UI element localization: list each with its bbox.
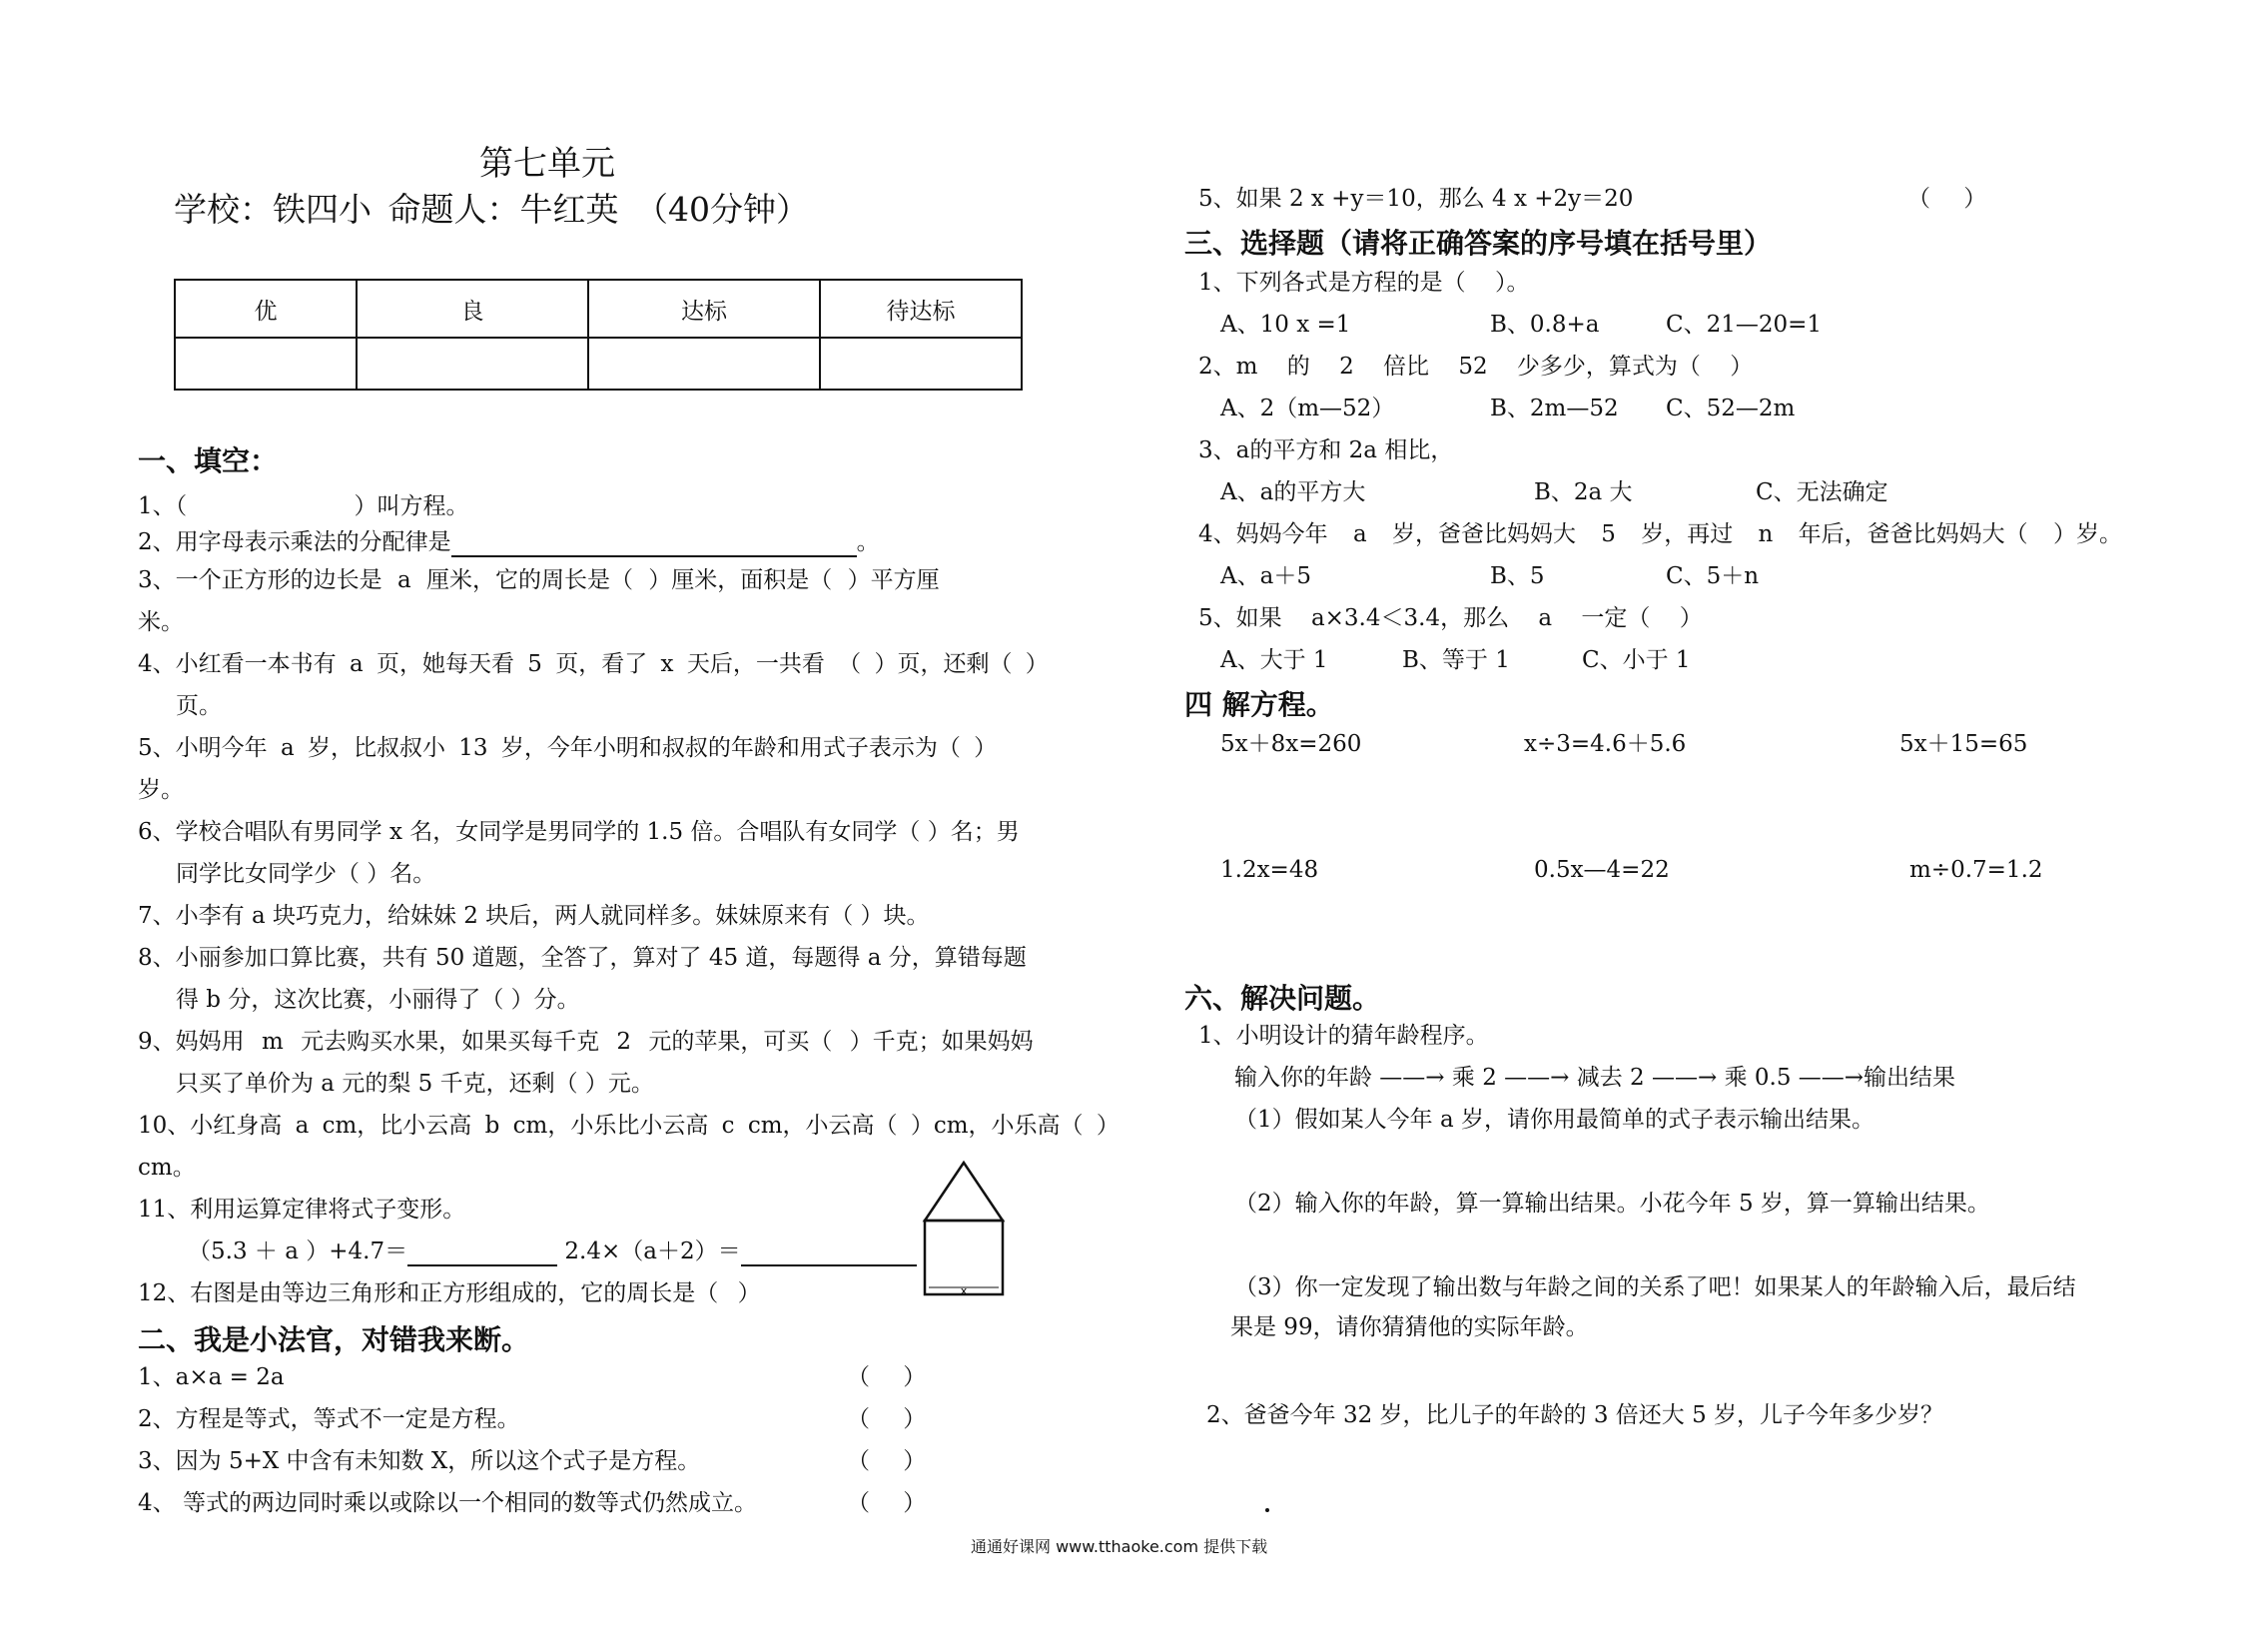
section1-title: 一、填空：	[138, 444, 279, 477]
equation-3: 5x＋15=65	[1899, 731, 2028, 757]
choice-question-4: 4、妈妈今年 a 岁，爸爸比妈妈大 5 岁，再过 n 年后，爸爸比妈妈大（ ）岁。	[1198, 521, 2122, 547]
fill-item-11-expressions	[188, 1237, 917, 1266]
fill-item-10-cont: cm。	[138, 1155, 196, 1181]
answer-blank[interactable]	[741, 1240, 917, 1266]
expression-1: （5.3 ＋ a ）+4.7＝	[188, 1239, 408, 1264]
stray-dot	[1265, 1508, 1269, 1512]
fill-item-9-cont: 只买了单价为 a 元的梨 5 千克，还剩（ ）元。	[176, 1071, 654, 1097]
answer-blank[interactable]	[451, 531, 857, 557]
square-shape	[925, 1221, 1003, 1294]
grade-cell[interactable]	[175, 338, 357, 390]
fill-item-2-end: 。	[856, 529, 880, 555]
choice-question-3: 3、a的平方和 2a 相比，	[1198, 437, 1454, 463]
fill-item-2-text: 2、用字母表示乘法的分配律是	[138, 529, 451, 555]
fill-item-9: 9、妈妈用 m 元去购买水果，如果买每千克 2 元的苹果，可买（ ）千克；如果妈妈	[138, 1029, 1034, 1055]
expression-2: 2.4×（a＋2）＝	[564, 1239, 741, 1264]
grade-cell[interactable]	[357, 338, 588, 390]
choice-5-option-c[interactable]: C、小于 1	[1582, 647, 1691, 673]
age-program-flow: 输入你的年龄 ——→ 乘 2 ——→ 减去 2 ——→ 乘 0.5 ——→输出结果	[1234, 1065, 1956, 1091]
equation-1: 5x＋8x=260	[1220, 731, 1362, 757]
section2-title: 二、我是小法官，对错我来断。	[138, 1323, 530, 1356]
choice-1-option-a[interactable]: A、10 x =1	[1220, 312, 1351, 338]
judge-item-5: 5、如果 2 x +y＝10，那么 4 x +2y＝20	[1198, 186, 1634, 212]
fill-item-3: 3、一个正方形的边长是 a 厘米，它的周长是（ ）厘米，面积是（ ）平方厘	[138, 567, 940, 593]
choice-3-option-b[interactable]: B、2a 大	[1534, 479, 1633, 505]
section6-title: 六、解决问题。	[1184, 982, 1381, 1015]
grade-header-excellent: 优	[175, 280, 357, 338]
grade-header-pending: 待达标	[820, 280, 1022, 338]
section3-title: 三、选择题（请将正确答案的序号填在括号里）	[1184, 227, 1773, 260]
problem-1: 1、小明设计的猜年龄程序。	[1198, 1023, 1489, 1049]
judge-item-3: 3、因为 5+X 中含有未知数 X，所以这个式子是方程。	[138, 1448, 701, 1474]
judge-bracket-2[interactable]: （ ）	[847, 1406, 927, 1432]
fill-item-6: 6、学校合唱队有男同学 x 名，女同学是男同学的 1.5 倍。合唱队有女同学（ ）名；男	[138, 819, 1020, 845]
house-figure	[919, 1159, 1009, 1298]
choice-2-option-b[interactable]: B、2m—52	[1490, 396, 1619, 421]
choice-2-option-c[interactable]: C、52—2m	[1666, 396, 1796, 421]
grade-cell[interactable]	[820, 338, 1022, 390]
section4-title: 四 解方程。	[1184, 688, 1334, 721]
fill-item-8-cont: 得 b 分，这次比赛，小丽得了（ ）分。	[176, 987, 580, 1013]
equation-4: 1.2x=48	[1220, 857, 1319, 883]
judge-item-2: 2、方程是等式，等式不一定是方程。	[138, 1406, 520, 1432]
choice-question-5: 5、如果 a×3.4＜3.4，那么 a 一定（ ）	[1198, 605, 1703, 631]
choice-question-2: 2、m 的 2 倍比 52 少多少，算式为（ ）	[1198, 354, 1754, 380]
footer-credit: 通通好课网 www.tthaoke.com 提供下载	[971, 1537, 1268, 1556]
choice-1-option-c[interactable]: C、21—20=1	[1666, 312, 1823, 338]
fill-item-3-cont: 米。	[138, 609, 184, 635]
fill-item-5: 5、小明今年 a 岁，比叔叔小 13 岁，今年小明和叔叔的年龄和用式子表示为（ ）	[138, 735, 998, 761]
choice-3-option-a[interactable]: A、a的平方大	[1220, 479, 1366, 505]
grade-header-pass: 达标	[588, 280, 820, 338]
equation-5: 0.5x—4=22	[1534, 857, 1670, 883]
fill-item-10: 10、小红身高 a cm，比小云高 b cm，小乐比小云高 c cm，小云高（ ）cm，小乐高（ ）	[138, 1113, 1120, 1139]
problem-1-sub-3-cont: 果是 99，请你猜猜他的实际年龄。	[1230, 1314, 1589, 1340]
judge-bracket-4[interactable]: （ ）	[847, 1490, 927, 1516]
side-label: x	[960, 1284, 968, 1297]
problem-1-sub-1: （1）假如某人今年 a 岁，请你用最简单的式子表示输出结果。	[1234, 1107, 1874, 1133]
judge-item-4: 4、 等式的两边同时乘以或除以一个相同的数等式仍然成立。	[138, 1490, 757, 1516]
grade-header-good: 良	[357, 280, 588, 338]
fill-item-4: 4、小红看一本书有 a 页，她每天看 5 页，看了 x 天后，一共看 （ ）页，还剩（ ）	[138, 651, 1049, 677]
fill-item-11: 11、利用运算定律将式子变形。	[138, 1197, 466, 1223]
fill-item-7: 7、小李有 a 块巧克力，给妹妹 2 块后，两人就同样多。妹妹原来有（ ）块。	[138, 903, 930, 929]
choice-4-option-b[interactable]: B、5	[1490, 563, 1545, 589]
grade-cell[interactable]	[588, 338, 820, 390]
equation-6: m÷0.7=1.2	[1909, 857, 2043, 883]
choice-4-option-a[interactable]: A、a＋5	[1220, 563, 1311, 589]
problem-1-sub-3: （3）你一定发现了输出数与年龄之间的关系了吧！如果某人的年龄输入后，最后结	[1234, 1274, 2076, 1300]
choice-2-option-a[interactable]: A、2（m—52）	[1220, 396, 1395, 421]
problem-1-sub-2: （2）输入你的年龄，算一算输出结果。小花今年 5 岁，算一算输出结果。	[1234, 1191, 1990, 1217]
equation-2: x÷3=4.6＋5.6	[1524, 731, 1687, 757]
fill-item-1: 1、（ ）叫方程。	[138, 493, 469, 519]
answer-blank[interactable]	[407, 1240, 557, 1266]
choice-5-option-b[interactable]: B、等于 1	[1402, 647, 1510, 673]
judge-bracket-3[interactable]: （ ）	[847, 1448, 927, 1474]
grade-table	[174, 279, 1023, 391]
fill-item-2	[138, 527, 880, 557]
fill-item-8: 8、小丽参加口算比赛，共有 50 道题，全答了，算对了 45 道，每题得 a 分，算错每题	[138, 945, 1027, 971]
judge-bracket-1[interactable]: （ ）	[847, 1364, 927, 1390]
fill-item-4-cont: 页。	[176, 693, 222, 719]
problem-2: 2、爸爸今年 32 岁，比儿子的年龄的 3 倍还大 5 岁，儿子今年多少岁？	[1206, 1402, 1944, 1428]
choice-5-option-a[interactable]: A、大于 1	[1220, 647, 1328, 673]
triangle-shape	[925, 1163, 1003, 1221]
judge-item-1: 1、a×a = 2a	[138, 1364, 285, 1390]
judge-bracket-5[interactable]: （ ）	[1907, 186, 1987, 212]
exam-info: 学校：铁四小 命题人：牛红英 （40分钟）	[174, 190, 809, 229]
choice-question-1: 1、下列各式是方程的是（ ）。	[1198, 270, 1530, 296]
fill-item-12: 12、右图是由等边三角形和正方形组成的，它的周长是（ ）	[138, 1280, 761, 1306]
fill-item-6-cont: 同学比女同学少（ ）名。	[176, 861, 436, 887]
choice-1-option-b[interactable]: B、0.8+a	[1490, 312, 1600, 338]
choice-4-option-c[interactable]: C、5＋n	[1666, 563, 1760, 589]
fill-item-5-cont: 岁。	[138, 777, 184, 803]
unit-title: 第七单元	[479, 144, 615, 184]
choice-3-option-c[interactable]: C、无法确定	[1756, 479, 1888, 505]
